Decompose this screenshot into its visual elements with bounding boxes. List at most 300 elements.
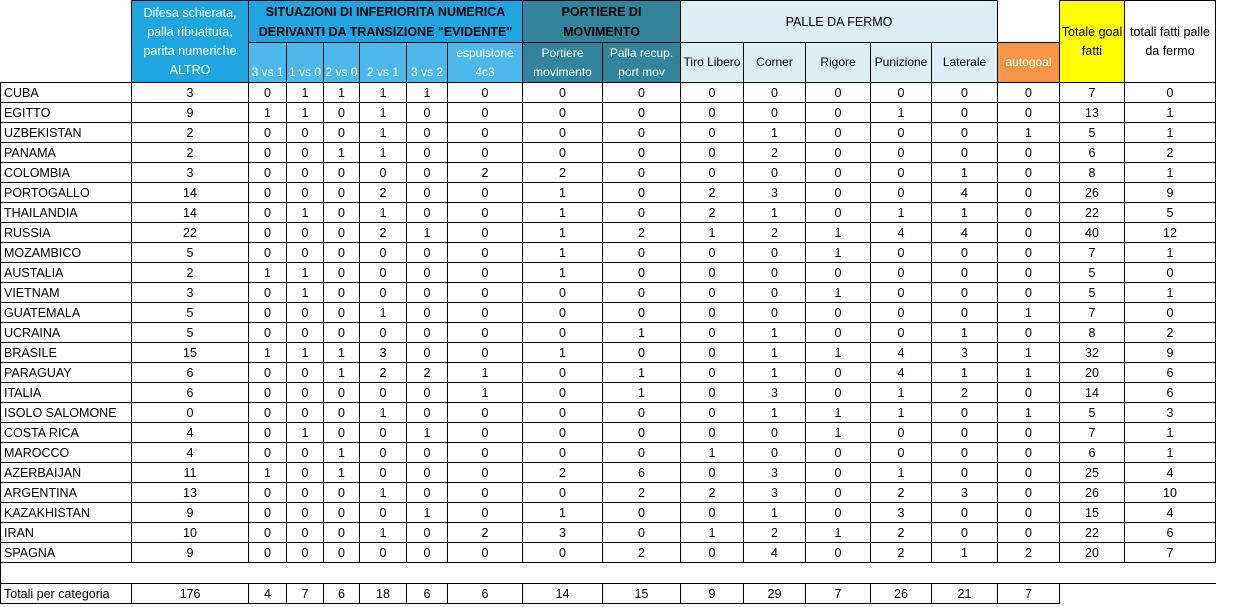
value-cell: 26 [1060,183,1125,203]
value-cell: 0 [132,403,249,423]
value-cell: 0 [998,83,1060,103]
value-cell: 0 [249,203,287,223]
value-cell: 0 [448,323,523,343]
spacer-row [1,563,1216,584]
value-cell: 0 [806,203,871,223]
value-cell: 7 [1060,243,1125,263]
table-row [1,223,1216,243]
value-cell: 0 [871,143,932,163]
table-row [1,243,1216,263]
value-cell: 0 [448,543,523,563]
value-cell: 0 [407,383,448,403]
subheader-cell: autogoal [998,43,1060,83]
value-cell: 1 [287,263,324,283]
value-cell: 1 [681,523,744,543]
value-cell: 4 [871,343,932,363]
value-cell: 1 [806,523,871,543]
value-cell: 9 [1125,343,1216,363]
country-name: THAILANDIA [1,203,132,223]
value-cell: 1 [324,83,360,103]
value-cell: 5 [132,243,249,263]
value-cell: 0 [603,83,681,103]
value-cell: 1 [998,403,1060,423]
value-cell: 0 [360,283,407,303]
value-cell: 1 [806,283,871,303]
value-cell: 1 [806,403,871,423]
value-cell: 0 [249,383,287,403]
country-name: ITALIA [1,383,132,403]
value-cell: 22 [1060,203,1125,223]
value-cell: 0 [681,103,744,123]
value-cell: 0 [523,103,603,123]
value-cell: 0 [806,143,871,163]
subheader-cell: Tiro Libero [681,43,744,83]
country-name: IRAN [1,523,132,543]
value-cell: 0 [287,443,324,463]
spacer-cell [1060,563,1125,584]
value-cell: 1 [360,83,407,103]
value-cell: 1 [744,343,806,363]
value-cell: 0 [448,443,523,463]
value-cell: 0 [932,423,998,443]
value-cell: 0 [407,403,448,423]
table-row [1,403,1216,423]
value-cell: 0 [932,303,998,323]
header-totale-goal: Totale goal fatti [1060,1,1125,83]
value-cell: 1 [998,363,1060,383]
value-cell: 0 [324,243,360,263]
total-cell: 6 [324,584,360,604]
value-cell: 0 [523,443,603,463]
country-name: AZERBAIJAN [1,463,132,483]
value-cell: 1 [324,463,360,483]
value-cell: 1 [932,363,998,383]
value-cell: 0 [681,403,744,423]
value-cell: 2 [1125,323,1216,343]
empty-total-cell [1060,584,1125,604]
value-cell: 0 [249,143,287,163]
value-cell: 1 [287,283,324,303]
value-cell: 0 [998,103,1060,123]
value-cell: 0 [448,463,523,483]
value-cell: 0 [603,443,681,463]
value-cell: 15 [132,343,249,363]
value-cell: 0 [523,363,603,383]
value-cell: 0 [249,403,287,423]
value-cell: 7 [1125,543,1216,563]
value-cell: 0 [1125,263,1216,283]
value-cell: 2 [523,163,603,183]
spacer-cell [287,563,324,584]
country-name: ISOLO SALOMONE [1,403,132,423]
value-cell: 0 [407,243,448,263]
spacer-cell [407,563,448,584]
value-cell: 1 [360,483,407,503]
value-cell: 40 [1060,223,1125,243]
value-cell: 0 [806,323,871,343]
value-cell: 25 [1060,463,1125,483]
value-cell: 0 [287,323,324,343]
value-cell: 20 [1060,543,1125,563]
value-cell: 0 [998,483,1060,503]
country-name: PARAGUAY [1,363,132,383]
total-cell: 176 [132,584,249,604]
country-name: RUSSIA [1,223,132,243]
value-cell: 0 [998,183,1060,203]
value-cell: 14 [132,203,249,223]
value-cell: 0 [806,263,871,283]
value-cell: 4 [932,183,998,203]
value-cell: 3 [744,183,806,203]
total-cell: 7 [806,584,871,604]
value-cell: 0 [523,383,603,403]
value-cell: 0 [324,263,360,283]
value-cell: 26 [1060,483,1125,503]
value-cell: 2 [132,263,249,283]
value-cell: 1 [249,343,287,363]
value-cell: 0 [806,383,871,403]
spacer-cell [523,563,603,584]
value-cell: 20 [1060,363,1125,383]
value-cell: 1 [360,123,407,143]
value-cell: 0 [523,83,603,103]
value-cell: 1 [523,263,603,283]
value-cell: 0 [360,323,407,343]
value-cell: 0 [806,363,871,383]
value-cell: 1 [1125,283,1216,303]
value-cell: 0 [249,443,287,463]
value-cell: 1 [523,243,603,263]
value-cell: 0 [871,243,932,263]
value-cell: 1 [360,103,407,123]
value-cell: 0 [681,83,744,103]
value-cell: 1 [523,183,603,203]
value-cell: 0 [932,443,998,463]
subheader-cell: Rigore [806,43,871,83]
value-cell: 1 [744,323,806,343]
value-cell: 0 [871,163,932,183]
value-cell: 7 [1060,303,1125,323]
value-cell: 0 [603,343,681,363]
value-cell: 4 [871,363,932,383]
value-cell: 0 [932,243,998,263]
country-name: CUBA [1,83,132,103]
value-cell: 14 [1060,383,1125,403]
value-cell: 0 [932,403,998,423]
value-cell: 0 [407,143,448,163]
value-cell: 1 [1125,443,1216,463]
value-cell: 4 [932,223,998,243]
value-cell: 0 [523,123,603,143]
value-cell: 0 [249,83,287,103]
value-cell: 0 [324,403,360,423]
value-cell: 5 [1060,123,1125,143]
value-cell: 0 [287,503,324,523]
value-cell: 22 [1060,523,1125,543]
country-name: MOZAMBICO [1,243,132,263]
subheader-cell: 3 vs 1 [249,43,287,83]
value-cell: 0 [603,263,681,283]
value-cell: 0 [360,243,407,263]
totals-row [1,584,1216,604]
table-row [1,143,1216,163]
value-cell: 0 [407,163,448,183]
value-cell: 1 [249,103,287,123]
value-cell: 1 [324,363,360,383]
value-cell: 5 [132,303,249,323]
value-cell: 0 [681,263,744,283]
value-cell: 2 [932,383,998,403]
country-name: MAROCCO [1,443,132,463]
value-cell: 0 [523,543,603,563]
value-cell: 0 [998,463,1060,483]
table-row [1,523,1216,543]
country-name: PORTOGALLO [1,183,132,203]
value-cell: 0 [287,483,324,503]
value-cell: 0 [744,83,806,103]
value-cell: 0 [324,203,360,223]
value-cell: 0 [603,303,681,323]
value-cell: 0 [932,463,998,483]
value-cell: 0 [603,143,681,163]
empty-header-cell [998,1,1060,43]
value-cell: 1 [523,203,603,223]
value-cell: 0 [871,323,932,343]
country-name: AUSTALIA [1,263,132,283]
value-cell: 3 [744,463,806,483]
value-cell: 0 [287,143,324,163]
value-cell: 0 [806,443,871,463]
subheader-cell: 1 vs 0 [287,43,324,83]
country-name: KAZAKHISTAN [1,503,132,523]
country-name: ARGENTINA [1,483,132,503]
value-cell: 1 [1125,423,1216,443]
value-cell: 0 [407,203,448,223]
value-cell: 0 [998,423,1060,443]
empty-total-cell [1125,584,1216,604]
value-cell: 6 [1125,363,1216,383]
value-cell: 1 [360,403,407,423]
value-cell: 0 [806,503,871,523]
value-cell: 0 [523,483,603,503]
value-cell: 0 [360,423,407,443]
value-cell: 0 [249,303,287,323]
value-cell: 0 [603,283,681,303]
value-cell: 11 [132,463,249,483]
value-cell: 0 [523,283,603,303]
value-cell: 0 [871,263,932,283]
value-cell: 0 [448,83,523,103]
value-cell: 0 [603,183,681,203]
value-cell: 0 [324,383,360,403]
country-name: VIETNAM [1,283,132,303]
table-row [1,423,1216,443]
value-cell: 0 [744,243,806,263]
value-cell: 0 [324,543,360,563]
value-cell: 0 [287,383,324,403]
table-row [1,203,1216,223]
value-cell: 13 [132,483,249,503]
value-cell: 2 [871,483,932,503]
total-cell: 6 [407,584,448,604]
value-cell: 3 [360,343,407,363]
value-cell: 4 [871,223,932,243]
value-cell: 0 [523,303,603,323]
value-cell: 6 [132,363,249,383]
value-cell: 1 [249,263,287,283]
value-cell: 1 [871,203,932,223]
spacer-cell [998,563,1060,584]
value-cell: 1 [407,503,448,523]
value-cell: 0 [407,123,448,143]
value-cell: 0 [681,163,744,183]
value-cell: 0 [1125,303,1216,323]
value-cell: 0 [744,263,806,283]
value-cell: 0 [448,243,523,263]
total-cell: 6 [448,584,523,604]
value-cell: 5 [1060,283,1125,303]
subheader-cell: Portiere movimento [523,43,603,83]
value-cell: 1 [448,363,523,383]
value-cell: 0 [681,243,744,263]
value-cell: 0 [681,503,744,523]
value-cell: 0 [603,423,681,443]
country-name: GUATEMALA [1,303,132,323]
value-cell: 0 [360,543,407,563]
value-cell: 1 [998,343,1060,363]
value-cell: 0 [448,123,523,143]
value-cell: 0 [249,163,287,183]
value-cell: 0 [603,503,681,523]
value-cell: 0 [407,263,448,283]
value-cell: 1 [324,443,360,463]
table-row [1,363,1216,383]
value-cell: 0 [998,223,1060,243]
value-cell: 13 [1060,103,1125,123]
value-cell: 0 [744,283,806,303]
value-cell: 2 [871,523,932,543]
value-cell: 2 [871,543,932,563]
table-row [1,443,1216,463]
value-cell: 0 [324,423,360,443]
value-cell: 3 [744,483,806,503]
table-row [1,543,1216,563]
value-cell: 2 [744,523,806,543]
value-cell: 1 [871,103,932,123]
value-cell: 1 [681,443,744,463]
total-cell: 26 [871,584,932,604]
corner-cell [1,1,132,43]
value-cell: 0 [324,323,360,343]
value-cell: 0 [681,143,744,163]
value-cell: 14 [132,183,249,203]
value-cell: 5 [1060,403,1125,423]
total-cell: 21 [932,584,998,604]
value-cell: 5 [132,323,249,343]
value-cell: 2 [132,143,249,163]
value-cell: 0 [681,123,744,143]
value-cell: 0 [806,463,871,483]
value-cell: 0 [287,403,324,423]
value-cell: 1 [249,463,287,483]
table-row [1,123,1216,143]
value-cell: 0 [681,383,744,403]
subheader-cell: 3 vs 2 [407,43,448,83]
value-cell: 1 [287,203,324,223]
value-cell: 0 [603,103,681,123]
value-cell: 1 [932,203,998,223]
value-cell: 1 [744,403,806,423]
value-cell: 0 [932,83,998,103]
total-cell: 29 [744,584,806,604]
value-cell: 1 [1125,123,1216,143]
spacer-cell [871,563,932,584]
value-cell: 0 [744,303,806,323]
value-cell: 1 [287,343,324,363]
value-cell: 3 [932,483,998,503]
spacer-cell [249,563,287,584]
value-cell: 0 [249,223,287,243]
header-totali-palle: totali fatti palle da fermo [1125,1,1216,83]
value-cell: 2 [998,543,1060,563]
value-cell: 8 [1060,163,1125,183]
value-cell: 1 [1125,243,1216,263]
spacer-cell [448,563,523,584]
value-cell: 0 [871,183,932,203]
value-cell: 0 [324,163,360,183]
value-cell: 0 [603,243,681,263]
total-cell: 7 [998,584,1060,604]
country-name: SPAGNA [1,543,132,563]
corner-cell-2 [1,43,132,83]
value-cell: 0 [407,323,448,343]
country-name: BRASILE [1,343,132,363]
value-cell: 0 [932,123,998,143]
value-cell: 0 [448,103,523,123]
value-cell: 0 [806,483,871,503]
value-cell: 0 [407,523,448,543]
total-cell: 4 [249,584,287,604]
value-cell: 0 [523,423,603,443]
value-cell: 0 [287,523,324,543]
value-cell: 1 [287,103,324,123]
value-cell: 0 [603,123,681,143]
value-cell: 6 [603,463,681,483]
value-cell: 10 [132,523,249,543]
value-cell: 0 [287,363,324,383]
value-cell: 6 [1125,523,1216,543]
value-cell: 0 [407,303,448,323]
value-cell: 0 [249,503,287,523]
value-cell: 0 [287,243,324,263]
value-cell: 0 [744,443,806,463]
value-cell: 0 [871,303,932,323]
value-cell: 0 [407,463,448,483]
table-row [1,323,1216,343]
table-row [1,103,1216,123]
value-cell: 1 [806,243,871,263]
value-cell: 1 [744,123,806,143]
value-cell: 0 [998,143,1060,163]
value-cell: 2 [603,223,681,243]
value-cell: 0 [407,103,448,123]
value-cell: 0 [871,443,932,463]
table-row [1,303,1216,323]
value-cell: 0 [806,83,871,103]
value-cell: 3 [523,523,603,543]
value-cell: 0 [249,423,287,443]
value-cell: 6 [1125,383,1216,403]
